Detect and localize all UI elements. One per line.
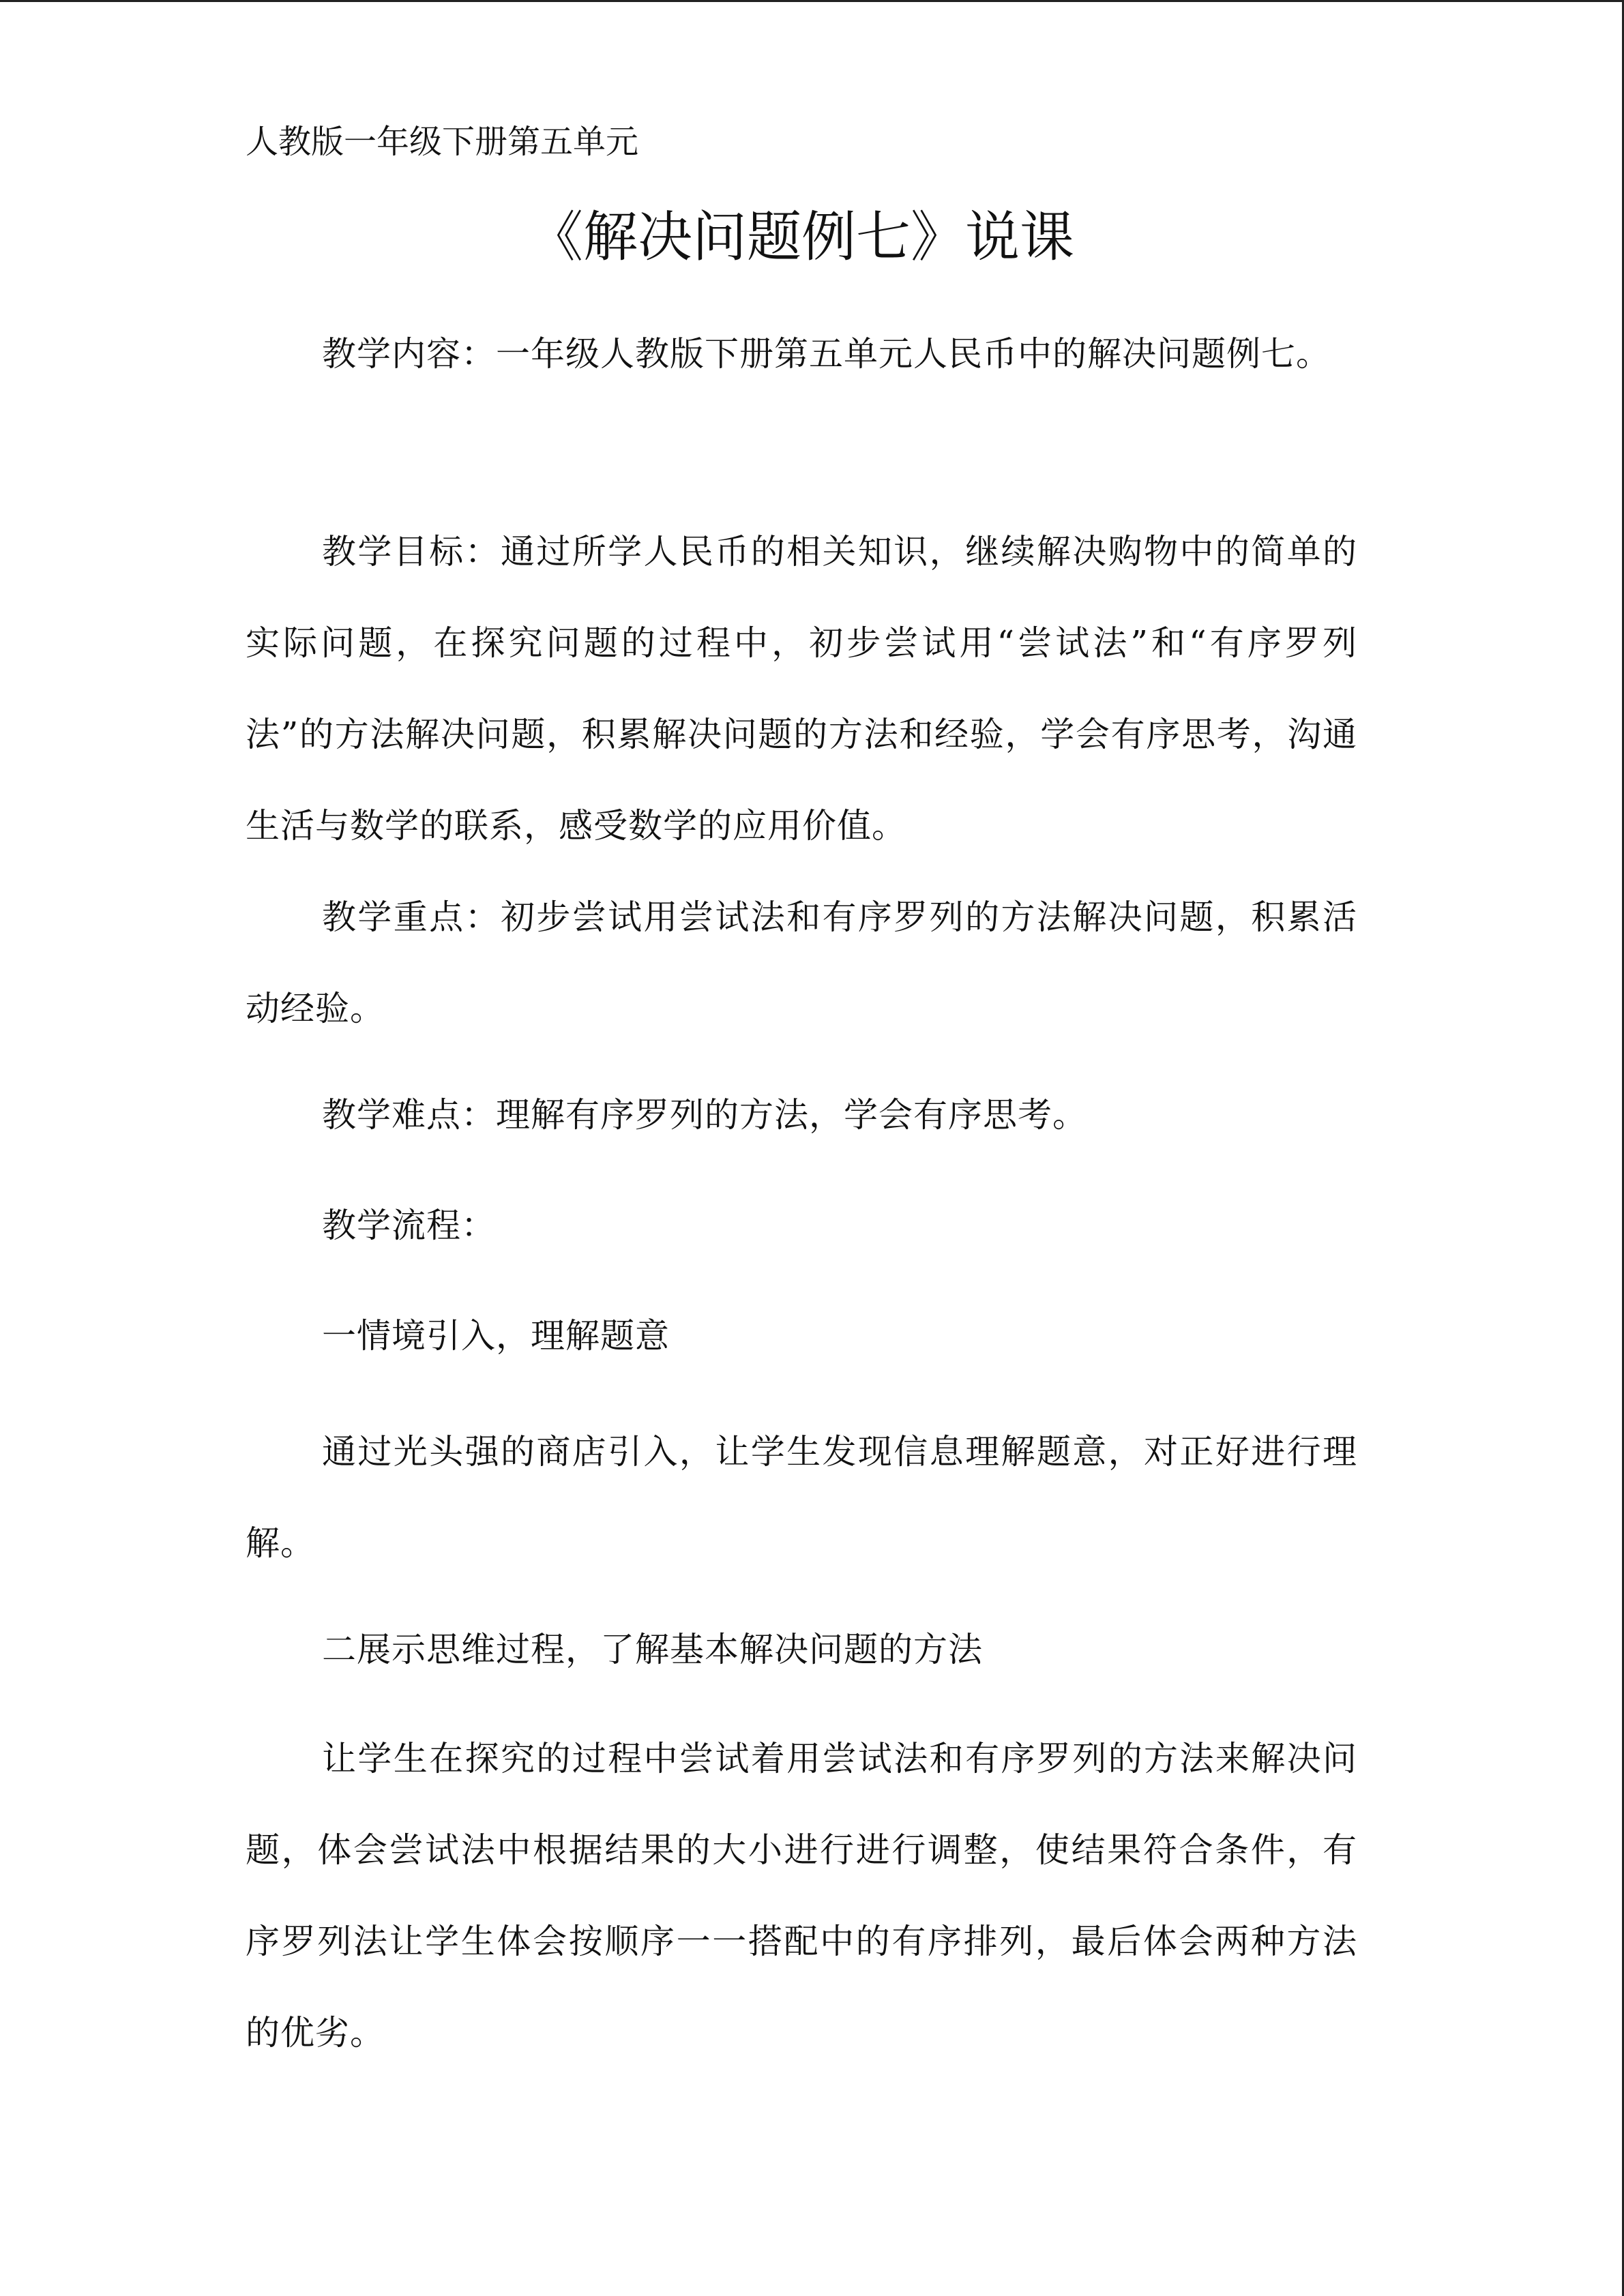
section-heading-one: 一情境引入，理解题意 <box>322 1316 670 1356</box>
document-header: 人教版一年级下册第五单元 <box>246 123 639 161</box>
paragraph-objectives: 教学目标：通过所学人民币的相关知识，继续解决购物中的简单的实际问题，在探究问题的过程中，初步尝试用“尝试法”和“有序罗列法”的方法解决问题，积累解决问题的方法和经验，学会有序思考，沟通生活与数学的联系，感受数学的应用价值。 <box>246 532 1357 846</box>
page-top-border <box>0 0 1624 2</box>
paragraph-key-points: 教学重点：初步尝试用尝试法和有序罗列的方法解决问题，积累活动经验。 <box>246 897 1357 1028</box>
paragraph-content: 教学内容：一年级人教版下册第五单元人民币中的解决问题例七。 <box>322 334 1331 374</box>
document-title: 《解决问题例七》说课 <box>529 205 1074 269</box>
paragraph-process-heading: 教学流程： <box>322 1206 496 1245</box>
paragraph-exploration: 让学生在探究的过程中尝试着用尝试法和有序罗列的方法来解决问题，体会尝试法中根据结果的大小进行进行调整，使结果符合条件，有序罗列法让学生体会按顺序一一搭配中的有序排列，最后体会两种方法的优劣。 <box>246 1739 1357 2053</box>
section-heading-two: 二展示思维过程，了解基本解决问题的方法 <box>322 1630 983 1669</box>
paragraph-difficulties: 教学难点：理解有序罗列的方法，学会有序思考。 <box>322 1095 1087 1135</box>
paragraph-intro: 通过光头强的商店引入，让学生发现信息理解题意，对正好进行理解。 <box>246 1432 1357 1563</box>
